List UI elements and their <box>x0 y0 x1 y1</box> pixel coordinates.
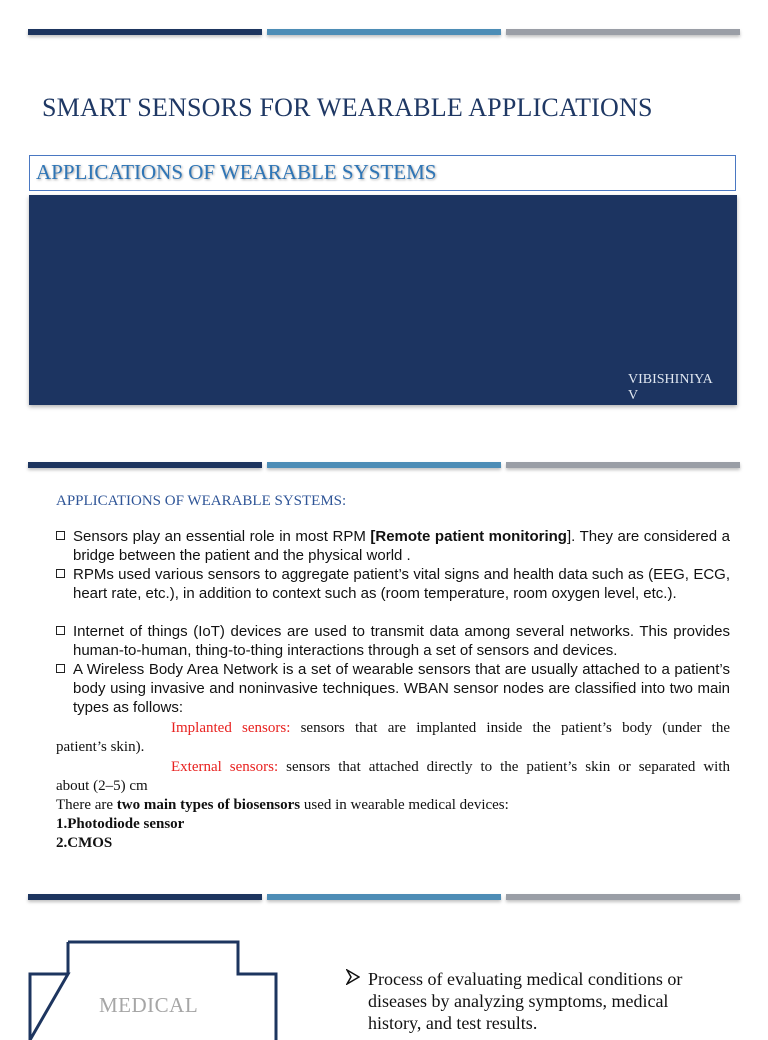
bold-term: [Remote patient monitoring <box>370 528 567 545</box>
top-accent-bar-mid <box>267 29 501 35</box>
bullet-rpm-sensors: RPMs used various sensors to aggregate patient’s vital signs and health data such as (EEG, ECG, heart rate, etc.), in addition to context such as (room temperature, room oxygen level, etc.). <box>56 565 730 603</box>
medical-description: Process of evaluating medical conditions or diseases by analyzing symptoms, medical history, and test results. <box>368 969 683 1033</box>
implanted-label: Implanted sensors: <box>171 720 291 736</box>
checkbox-bullet-icon <box>56 569 65 578</box>
author-line-2: V <box>628 388 639 403</box>
checkbox-bullet-icon <box>56 664 65 673</box>
slide-title: SMART SENSORS FOR WEARABLE APPLICATIONS <box>42 93 653 122</box>
author-name <box>628 372 723 404</box>
arrow-bullet-icon <box>346 969 360 985</box>
checkbox-bullet-icon <box>56 531 65 540</box>
medical-label: MEDICAL <box>99 993 199 1017</box>
biosensor-types-intro: There are two main types of biosensors used in wearable medical devices: <box>56 797 509 813</box>
bullet-wban: A Wireless Body Area Network is a set of wearable sensors that are usually attached to a patient’s body using invasive and noninvasive techniques. WBAN sensor nodes are classified into two main types as follows: <box>56 660 730 717</box>
section-heading: APPLICATIONS OF WEARABLE SYSTEMS: <box>56 493 347 509</box>
external-sensors-continuation: about (2–5) cm <box>56 778 148 794</box>
top-accent-bar-grey <box>506 29 740 35</box>
slide-subtitle: APPLICATIONS OF WEARABLE SYSTEMS <box>36 160 437 184</box>
implanted-sensors-continuation: patient’s skin). <box>56 739 145 755</box>
checkbox-bullet-icon <box>56 626 65 635</box>
external-sensors-line: External sensors: sensors that attached directly to the patient’s skin or separated with <box>171 759 730 775</box>
section-bar-dark <box>28 462 262 468</box>
medical-frame-shape <box>28 940 278 1040</box>
section3-bar-grey <box>506 894 740 900</box>
bullet-iot: Internet of things (IoT) devices are used to transmit data among several networks. This provides human-to-human, thing-to-thing interactions through a set of sensors and devices. <box>56 622 730 660</box>
section-bar-grey <box>506 462 740 468</box>
top-accent-bar-dark <box>28 29 262 35</box>
section3-bar-dark <box>28 894 262 900</box>
section3-bar-mid <box>267 894 501 900</box>
biosensor-type-1: 1.Photodiode sensor <box>56 816 185 832</box>
author-line-1: VIBISHINIYA <box>628 372 713 387</box>
external-label: External sensors: <box>171 759 279 775</box>
biosensor-type-2: 2.CMOS <box>56 835 113 851</box>
bullet-rpm-role: Sensors play an essential role in most RPM [Remote patient monitoring]. They are considered a bridge between the patient and the physical world . <box>56 527 730 565</box>
section-bar-mid <box>267 462 501 468</box>
implanted-sensors-line: Implanted sensors: sensors that are implanted inside the patient’s body (under the <box>171 720 730 736</box>
